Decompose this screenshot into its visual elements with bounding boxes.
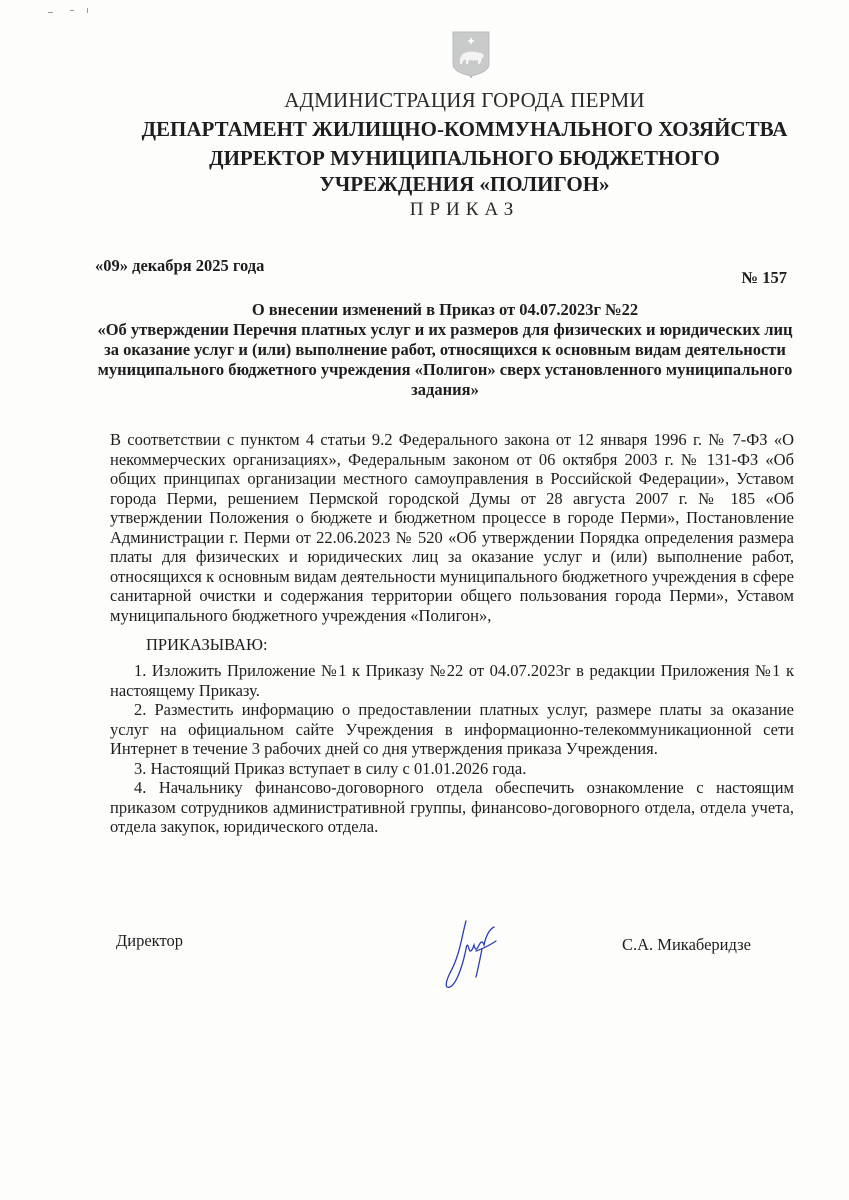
subject-title: «Об утверждении Перечня платных услуг и их размеров для физических и юридических лиц за оказание услуг и (или) выполнение работ, относящихся к основным видам деятельности муниципального бюджетного учреждения «Полигон» сверх установленного муниципального задания» (97, 320, 793, 399)
handwritten-signature-icon (436, 915, 516, 995)
signatory-title: Директор (116, 931, 183, 950)
document-type: ПРИКАЗ (409, 199, 520, 220)
order-subject (95, 300, 795, 400)
order-item: 1. Изложить Приложение №1 к Приказу №22 от 04.07.2023г в редакции Приложения №1 к настоящему Приказу. (110, 661, 794, 700)
header-department: ДЕПАРТАМЕНТ ЖИЛИЩНО-КОММУНАЛЬНОГО ХОЗЯЙСТВА (141, 117, 788, 141)
order-items (110, 661, 794, 837)
signatory-name: С.А. Микаберидзе (622, 935, 751, 954)
order-date: «09» декабря 2025 года (95, 256, 265, 275)
coat-of-arms-icon (451, 30, 491, 78)
scan-artifacts (40, 6, 100, 18)
header-administration: АДМИНИСТРАЦИЯ ГОРОДА ПЕРМИ (284, 88, 645, 112)
order-number: № 157 (741, 268, 787, 287)
preamble-paragraph: В соответствии с пунктом 4 статьи 9.2 Федерального закона от 12 января 1996 г. № 7-ФЗ «О некоммерческих организациях», Федеральным законом от 06 октября 2003 г. № 131-ФЗ «Об общих принципах организации местного самоуправления в Российской Федерации», Уставом города Перми, решением Пермской городской Думы от 28 августа 2007 г. № 185 «Об утверждении Положения о бюджете и бюджетном процессе в городе Перми», Постановление Администрации г. Перми от 22.06.2023 № 520 «Об утверждении Порядка определения размера платы для физических и юридических лиц за оказание услуг и (или) выполнение работ, относящихся к основным видам деятельности муниципального бюджетного учреждения в сфере санитарной очистки и содержания территории общего пользования города Перми», Уставом муниципального бюджетного учреждения «Полигон», (110, 430, 794, 625)
header-institution: УЧРЕЖДЕНИЯ «ПОЛИГОН» (319, 172, 610, 196)
order-item: 3. Настоящий Приказ вступает в силу с 01.01.2026 года. (134, 758, 527, 778)
subject-line: О внесении изменений в Приказ от 04.07.2023г №22 (251, 300, 639, 319)
order-item: 4. Начальнику финансово-договорного отдела обеспечить ознакомление с настоящим приказом сотрудников административной группы, финансово-договорного отдела, отдела учета, отдела закупок, юридического отдела. (110, 778, 794, 836)
order-item: 2. Разместить информацию о предоставлении платных услуг, размере платы за оказание услуг на официальном сайте Учреждения в информационно-телекоммуникационной сети Интернет в течение 3 рабочих дней со дня утверждения приказа Учреждения. (110, 700, 794, 758)
order-directive: ПРИКАЗЫВАЮ: (146, 635, 268, 654)
header-director: ДИРЕКТОР МУНИЦИПАЛЬНОГО БЮДЖЕТНОГО (209, 146, 720, 170)
